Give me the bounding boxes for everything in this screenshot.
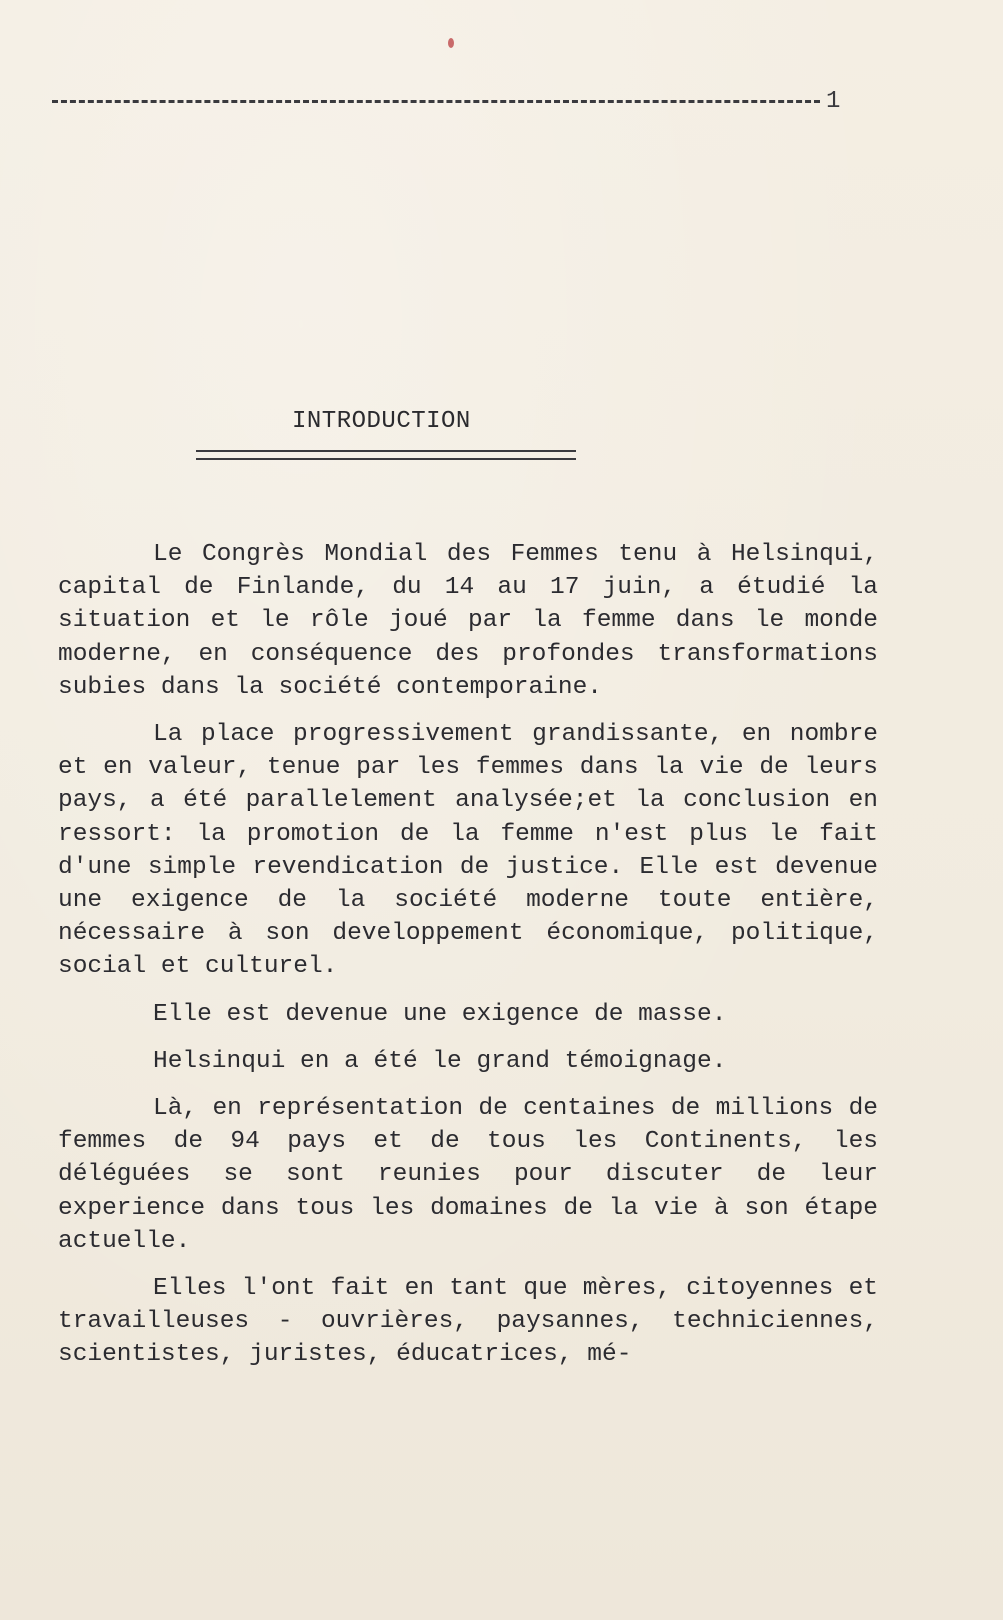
header-rule — [52, 88, 852, 116]
paragraph-2: La place progressivement grandissante, en nombre et en valeur, tenue par les femmes dans la vie de leurs pays, a été parallelement analysée;et la conclusion en ressort: la promotion de la femme n'est plus le fait d'une simple revendication de justice. Elle est devenue une exigence de la société moderne toute entière, nécessaire à son developpement économique, politique, social et culturel. — [58, 721, 878, 981]
paragraph-3: Elle est devenue une exigence de masse. — [153, 1000, 727, 1028]
ink-mark — [448, 38, 454, 48]
page-title: INTRODUCTION — [292, 408, 471, 435]
paragraph-5: Là, en représentation de centaines de millions de femmes de 94 pays et de tous les Continents, les déléguées se sont reunies pour discuter de leur experience dans tous les domaines de la vie à son étape actuelle. — [58, 1095, 878, 1255]
title-underline — [196, 450, 576, 460]
paragraph-4: Helsinqui en a été le grand témoignage. — [153, 1047, 727, 1075]
paragraph-6: Elles l'ont fait en tant que mères, citoyennes et travailleuses - ouvrières, paysannes, techniciennes, scientistes, juristes, éducatrices, mé- — [58, 1275, 878, 1369]
dashed-line — [52, 100, 820, 103]
paragraph-1: Le Congrès Mondial des Femmes tenu à Helsinqui, capital de Finlande, du 14 au 17 juin, a étudié la situation et le rôle joué par la femme dans le monde moderne, en conséquence des profondes transformations subies dans la société contemporaine. — [58, 541, 878, 701]
body-text — [58, 538, 878, 1386]
page-number: 1 — [826, 88, 842, 115]
